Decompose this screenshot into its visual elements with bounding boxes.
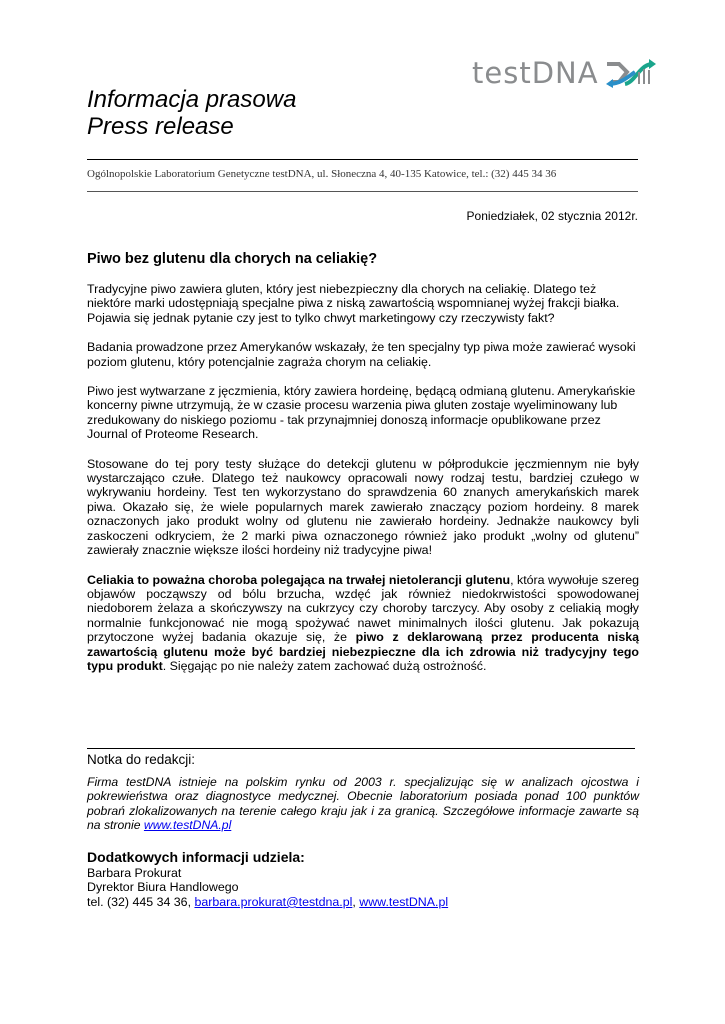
divider [87, 159, 638, 160]
separator: , [352, 894, 360, 909]
contact-role: Dyrektor Biura Handlowego [87, 880, 239, 895]
bold-text: piwo z deklarowaną przez producenta niską zawartością glutenu może być bardziej niebezpieczne dla ich zdrowia niż tradycyjny tego typu produkt [87, 630, 639, 673]
dna-helix-icon [605, 58, 657, 88]
note-heading: Notka do redakcji: [87, 752, 196, 767]
article-body [87, 282, 639, 688]
text: , która wywołuje szereg objawów począwszy od bólu brzucha, wzdęć jak również niedokrwistości spowodowanej niedoborem żelaza a skończywszy na cukrzycy czy choroby tarczycy. Aby osoby z celiakią mogły normalnie funkcjonować nie mogą spożywać nawet minimalnych ilości glutenu. Jak pokazują przytoczone wyżej badania okazuje się, że [87, 572, 639, 645]
title-english: Press release [87, 113, 234, 140]
logo-text: testDNA [472, 56, 599, 90]
contact-block [87, 848, 448, 909]
divider [87, 748, 635, 749]
text: . Sięgając po nie należy zatem zachować dużą ostrożność. [162, 658, 487, 673]
contact-heading: Dodatkowych informacji udziela: [87, 849, 305, 865]
bold-text: Celiakia to poważna choroba polegająca na trwałej nietolerancji glutenu [87, 572, 511, 587]
contact-tel: tel. (32) 445 34 36, [87, 894, 195, 909]
note-body: Firma testDNA istnieje na polskim rynku od 2003 r. specjalizując się w analizach ojcostwa i pokrewieństwa oraz diagnostyce medycznej. Obecnie laboratorium posiada ponad 100 punktów pobrań zlokalizowanych na terenie całego kraju jak i za granicą. Szczegółowe informacje zawarte są na stronie [87, 775, 639, 833]
address: Ogólnopolskie Laboratorium Genetyczne testDNA, ul. Słoneczna 4, 40-135 Katowice, tel.: (32) 445 34 36 [87, 168, 557, 180]
testdna-logo [472, 56, 657, 90]
note-text [87, 775, 639, 833]
paragraph-celiac [87, 573, 639, 674]
divider [87, 191, 638, 192]
paragraph: Piwo jest wytwarzane z jęczmienia, który zawiera hordeinę, będącą odmianą glutenu. Amerykańskie koncerny piwne utrzymują, że w czasie procesu warzenia piwa gluten zostaje wyeliminowany lub zredukowany do niskiego poziomu - tak przynajmniej donoszą informacje opublikowane przez Journal of Proteome Research. [87, 384, 636, 442]
website-link[interactable]: www.testDNA.pl [143, 818, 232, 833]
contact-name: Barbara Prokurat [87, 866, 182, 880]
paragraph: Tradycyjne piwo zawiera gluten, który jest niebezpieczny dla chorych na celiakię. Dlatego też niektóre marki udostępniają specjalne piwa z niską zawartością wspomnianej wyżej frakcji białka. Pojawia się jednak pytanie czy jest to tylko chwyt marketingowy czy rzeczywisty fakt? [87, 282, 620, 325]
email-link[interactable]: barbara.prokurat@testdna.pl [194, 894, 353, 909]
title-polish: Informacja prasowa [87, 86, 297, 113]
website-link[interactable]: www.testDNA.pl [359, 894, 449, 909]
date: Poniedziałek, 02 stycznia 2012r. [466, 209, 638, 223]
paragraph: Stosowane do tej pory testy służące do detekcji glutenu w półprodukcie jęczmiennym nie były wystarczająco czułe. Dlatego też naukowcy opracowali nowy rodzaj testu, bardziej czułego w wykrywaniu hordeiny. Test ten wykorzystano do sprawdzenia 60 znanych amerykańskich marek piwa. Okazało się, że wiele popularnych marek zawierało znaczący poziom hordeiny. 8 marek oznaczonych jako produkt wolny od glutenu nie zawierało hordeiny. Jednakże naukowcy byli zaskoczeni odkryciem, że 2 marki piwa oznaczonego również jako produkt „wolny od glutenu” zawierały znacznie większe ilości hordeiny niż tradycyjne piwa! [87, 456, 639, 558]
headline: Piwo bez glutenu dla chorych na celiakię? [87, 251, 378, 267]
page-title [87, 86, 296, 140]
contact-line [87, 895, 448, 909]
paragraph: Badania prowadzone przez Amerykanów wskazały, że ten specjalny typ piwa może zawierać wysoki poziom glutenu, który potencjalnie zagraża chorym na celiakię. [87, 340, 636, 369]
